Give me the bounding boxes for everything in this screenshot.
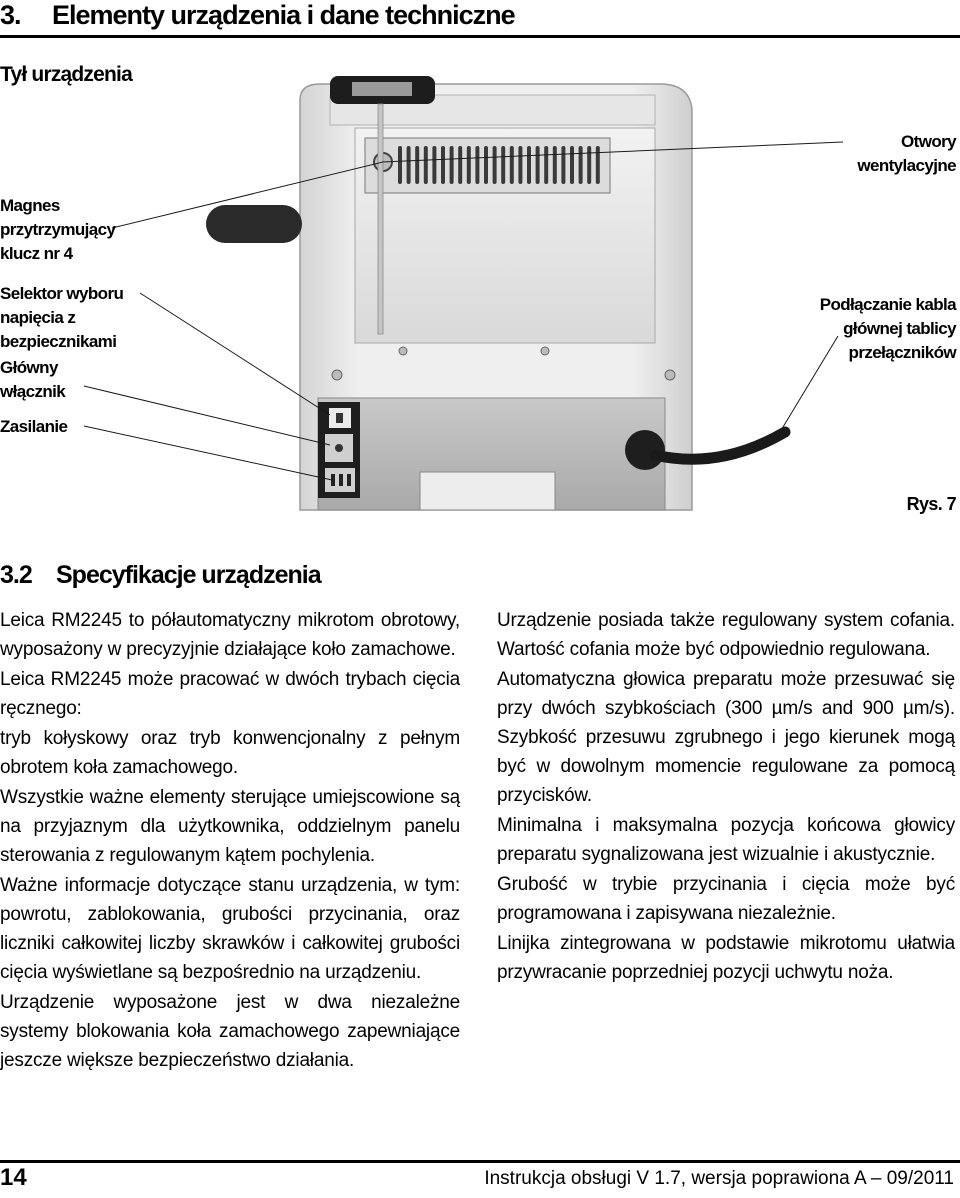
vent-slot	[570, 146, 574, 184]
vent-slot	[501, 146, 505, 184]
section-number: 3.	[0, 0, 21, 30]
label-voltage-selector: Selektor wyboru napięcia z bezpiecznikami	[0, 284, 124, 351]
microtome-rear-photo	[0, 0, 960, 560]
vent-slot	[596, 146, 600, 184]
vent-slot	[536, 146, 540, 184]
vent-slot	[441, 146, 445, 184]
vent-slot	[527, 146, 531, 184]
vent-slot	[553, 146, 557, 184]
vent-slot	[579, 146, 583, 184]
footer-rule	[0, 1160, 960, 1163]
vent-slot	[424, 146, 428, 184]
paragraph: Leica RM2245 to półautomatyczny mikrotom obrotowy, wyposażony w precyzyjnie działające koło zamachowe.	[0, 610, 460, 660]
paragraph: Minimalna i maksymalna pozycja końcowa głowicy preparatu sygnalizowana jest wizualnie i akustycznie.	[497, 815, 955, 865]
paragraph: Urządzenie posiada także regulowany system cofania. Wartość cofania może być odpowiednio regulowana.	[497, 610, 955, 660]
subsection-heading	[0, 561, 321, 590]
paragraph: Grubość w trybie przycinania i cięcia może być programowana i zapisywana niezależnie.	[497, 874, 955, 924]
paragraph: Leica RM2245 może pracować w dwóch trybach cięcia ręcznego:	[0, 669, 460, 719]
paragraph: Automatyczna głowica preparatu może przesuwać się przy dwóch szybkościach (300 µm/s and 900 µm/s). Szybkość przesuwu zgrubnego i jego kierunek mogą być w dowolnym momencie regulowane za pomocą przycisków.	[497, 669, 955, 806]
vent-slot	[475, 146, 479, 184]
cable-icon	[625, 430, 785, 470]
figure-subtitle: Tył urządzenia	[0, 63, 132, 86]
vent-slot	[450, 146, 454, 184]
vent-slot	[484, 146, 488, 184]
paragraph: Urządzenie wyposażone jest w dwa niezależne systemy blokowania koła zamachowego zapewniające jeszcze większe bezpieczeństwo działania.	[0, 992, 460, 1071]
subsection-number: 3.2	[0, 561, 32, 589]
figure-caption: Rys. 7	[906, 494, 956, 514]
right-column	[497, 606, 955, 988]
paragraph: tryb kołyskowy oraz tryb konwencjonalny z pełnym obrotem koła zamachowego.	[0, 728, 460, 778]
subsection-title: Specyfikacje urządzenia	[56, 561, 321, 589]
vent-slot	[432, 146, 436, 184]
label-main-switch: Główny włącznik	[0, 358, 66, 401]
vent-slot	[458, 146, 462, 184]
label-magnet: Magnes przytrzymujący klucz nr 4	[0, 196, 116, 263]
label-vents: Otwory wentylacyjne	[857, 132, 956, 175]
vent-slot	[518, 146, 522, 184]
page-number: 14	[0, 1164, 27, 1191]
label-cable: Podłączanie kabla głównej tablicy przełączników	[819, 295, 956, 362]
vent-slot	[493, 146, 497, 184]
vent-slot	[407, 146, 411, 184]
power-socket-icon	[325, 468, 355, 492]
handwheel-handle	[206, 205, 302, 243]
footer-doc-info: Instrukcja obsługi V 1.7, wersja poprawiona A – 09/2011	[484, 1168, 954, 1189]
vent-slot	[415, 146, 419, 184]
vent-slot	[561, 146, 565, 184]
paragraph: Ważne informacje dotyczące stanu urządzenia, w tym: powrotu, zablokowania, grubości przycinania, oraz liczniki całkowitej liczby skrawków i całkowitej grubości cięcia wyświetlane są bezpośrednio na urządzeniu.	[0, 875, 460, 983]
vent-slot	[398, 146, 402, 184]
vent-slot	[510, 146, 514, 184]
paragraph: Linijka zintegrowana w podstawie mikrotomu ułatwia przywracanie poprzedniej pozycji uchwytu noża.	[497, 933, 955, 983]
section-title: Elementy urządzenia i dane techniczne	[52, 0, 515, 30]
vent-slot	[587, 146, 591, 184]
vent-slot	[544, 146, 548, 184]
vent-slot	[467, 146, 471, 184]
left-column	[0, 606, 460, 1076]
paragraph: Wszystkie ważne elementy sterujące umiejscowione są na przyjaznym dla użytkownika, oddzielnym panelu sterowania z regulowanym kątem pochylenia.	[0, 787, 460, 866]
label-power: Zasilanie	[0, 417, 68, 436]
